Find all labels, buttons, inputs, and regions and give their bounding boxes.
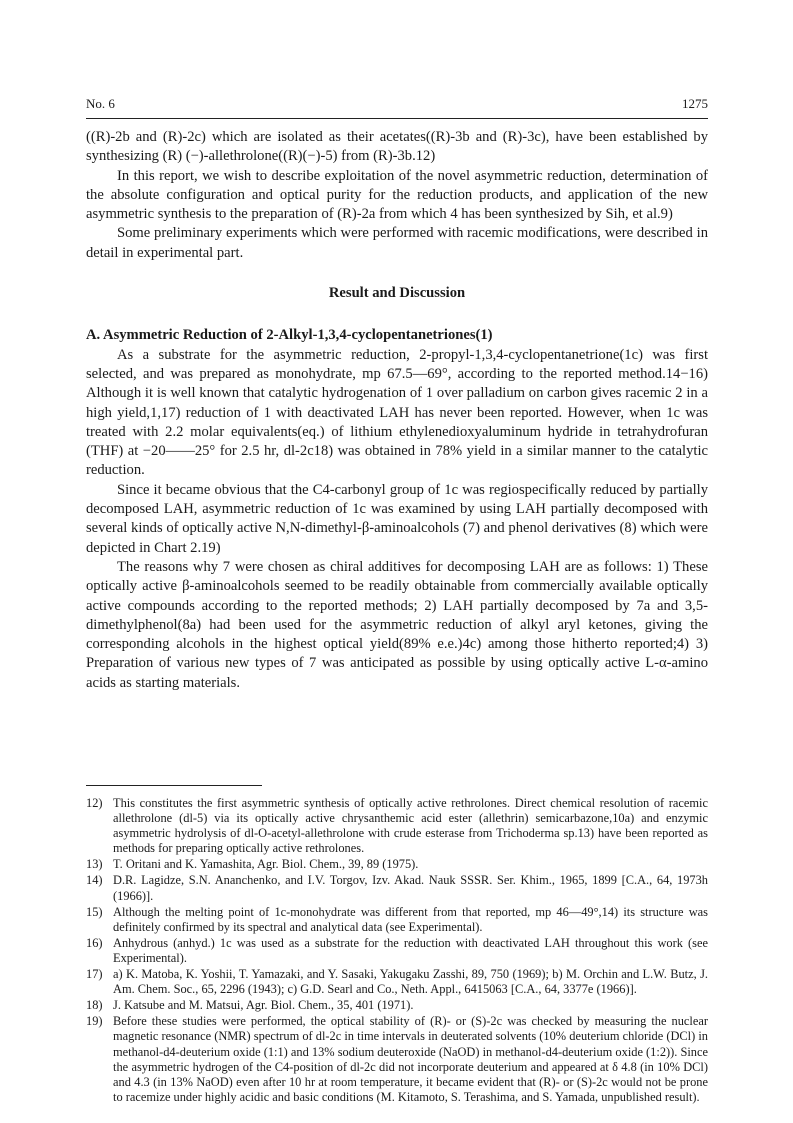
- footnote: [86, 796, 708, 856]
- footnote-text: Anhydrous (anhyd.) 1c was used as a substrate for the reduction with deactivated LAH throughout this work (see Experimental).: [113, 935, 708, 965]
- footnote: [86, 998, 708, 1013]
- paragraph: As a substrate for the asymmetric reduction, 2-propyl-1,3,4-cyclopentanetrione(1c) was first selected, and was prepared as monohydrate, mp 67.5—69°, according to the reported method.14−16) Although it is well known that catalytic hydrogenation of 1 over palladium on carbon gives racemic 2 in a high yield,1,17) reduction of 1 with deactivated LAH has never been reported. However, when 1c was treated with 2.2 molar equivalents(eq.) of lithium ethylenedioxyaluminum hydride in tetrahydrofuran (THF) at −20——25° for 2.5 hr, dl-2c18) was obtained in 78% yield in a similar manner to the catalytic reduction.: [86, 346, 708, 479]
- footnotes: [86, 796, 708, 1106]
- footnote-text: D.R. Lagidze, S.N. Ananchenko, and I.V. Torgov, Izv. Akad. Nauk SSSR. Ser. Khim., 1965, 1899 [C.A., 64, 1973h (1966)].: [113, 873, 708, 903]
- paragraph: The reasons why 7 were chosen as chiral additives for decomposing LAH are as follows: 1) These optically active β-aminoalcohols seemed to be readily obtainable from commercially available optically active compounds according to the reported methods; 2) LAH partially decomposed by 7a and 3,5-dimethylphenol(8a) had been used for the asymmetric reduction of alkyl aryl ketones, giving the corresponding alcohols in the highest optical yield(89% e.e.)4c) among those hitherto reported;4) 3) Preparation of various new types of 7 was anticipated as possible by using optically active L-α-amino acids as starting materials.: [86, 558, 708, 691]
- paragraph: ((R)-2b and (R)-2c) which are isolated as their acetates((R)-3b and (R)-3c), have been established by synthesizing (R) (−)-allethrolone((R)(−)-5) from (R)-3b.12): [86, 129, 708, 165]
- footnote-number: 13): [86, 857, 103, 872]
- footnote-number: 12): [86, 796, 103, 810]
- footnote: [86, 936, 708, 966]
- page-number: 1275: [682, 96, 708, 111]
- footnote-text: Before these studies were performed, the optical stability of (R)- or (S)-2c was checked by measuring the nuclear magnetic resonance (NMR) spectrum of dl-2c in time intervals in deuterated solvents (10% deuterium chloride (DCl) in methanol-d4-deuterium oxide (1:1) and 13% sodium deuteroxide (NaOD) in methanol-d4-deuterium oxide (1:2)). Since the asymmetric hydrogen of the C4-position of dl-2c did not incorporate deuterium and appeared at δ 4.8 (in 10% DCl) and 4.3 (in 13% NaOD) even after 10 hr at room temperature, it became evident that (R)- or (S)-2c would not be prone to racemize under highly acidic and basic conditions (M. Kitamoto, S. Terashima, and S. Yamada, unpublished result).: [113, 1014, 708, 1104]
- footnote-number: 16): [86, 935, 103, 950]
- issue-number: No. 6: [86, 96, 115, 111]
- section-title: Result and Discussion: [328, 285, 466, 302]
- paragraph: Since it became obvious that the C4-carbonyl group of 1c was regiospecifically reduced by partially decomposed LAH, asymmetric reduction of 1c was examined by using LAH partially decomposed with several kinds of optically active N,N-dimethyl-β-aminoalcohols (7) and phenol derivatives (8) which were depicted in Chart 2.19): [86, 481, 708, 556]
- header-rule: [86, 118, 708, 119]
- footnote-text: This constitutes the first asymmetric synthesis of optically active rethrolones. Direct chemical resolution of racemic allethrolone (dl-5) via its optically active chrysanthemic acid ester (allethrin) semicarbazone,10a) and enzymic asymmetric hydrolysis of dl-O-acetyl-allethrolone with crude esterase from Trichoderma sp.13) have been reported as methods for preparing optically active rethrolones.: [113, 796, 708, 856]
- subsection-title: A. Asymmetric Reduction of 2-Alkyl-1,3,4-cyclopentanetriones(1): [86, 327, 493, 344]
- footnote: [86, 857, 708, 872]
- footnote-number: 14): [86, 873, 103, 888]
- footnote-text: J. Katsube and M. Matsui, Agr. Biol. Chem., 35, 401 (1971).: [113, 998, 414, 1013]
- paragraph: Some preliminary experiments which were performed with racemic modifications, were described in detail in experimental part.: [86, 225, 708, 261]
- footnote-text: Although the melting point of 1c-monohydrate was different from that reported, mp 46—49°,14) its structure was definitely confirmed by its spectral and analytical data (see Experimental).: [113, 904, 708, 934]
- footnote-number: 15): [86, 904, 103, 919]
- footnote: [86, 905, 708, 935]
- footnote-rule: [86, 785, 262, 786]
- footnote-number: 19): [86, 1014, 103, 1029]
- paragraph: In this report, we wish to describe exploitation of the novel asymmetric reduction, determination of the absolute configuration and optical purity for the reduction products, and application of the new asymmetric synthesis to the preparation of (R)-2a from which 4 has been synthesized by Sih, et al.9): [86, 167, 708, 223]
- footnote: [86, 967, 708, 997]
- footnote-text: a) K. Matoba, K. Yoshii, T. Yamazaki, and Y. Sasaki, Yakugaku Zasshi, 89, 750 (1969); b) M. Orchin and L.W. Butz, J. Am. Chem. Soc., 65, 2296 (1943); c) G.D. Searl and Co., Neth. Appl., 6415063 [C.A., 64, 3377e (1966)].: [113, 967, 708, 997]
- footnote-number: 18): [86, 998, 103, 1013]
- footnote: [86, 873, 708, 903]
- footnote: [86, 1014, 708, 1105]
- footnote-number: 17): [86, 967, 103, 982]
- footnote-text: T. Oritani and K. Yamashita, Agr. Biol. Chem., 39, 89 (1975).: [113, 857, 419, 872]
- main-text: [86, 128, 708, 693]
